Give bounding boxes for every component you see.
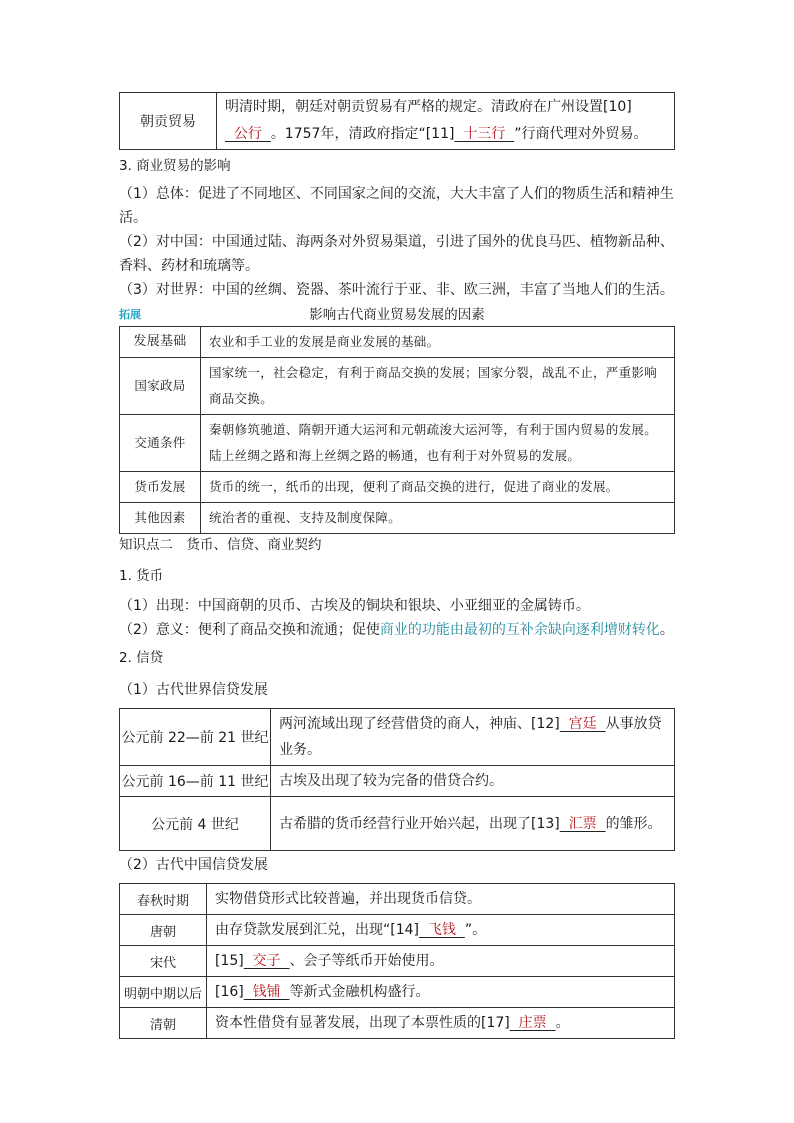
text-segment: 等新式金融机构盛行。	[289, 984, 430, 1000]
answer-blank-12: 宫廷	[559, 716, 606, 732]
factor-text: 国家统一，社会稳定，有利于商品交换的发展；国家分裂，战乱不止，严重影响商品交换。	[201, 358, 675, 415]
text-segment: 资本性借贷有显著发展，出现了本票性质的[17]	[215, 1015, 510, 1031]
text-segment: 、会子等纸币开始使用。	[289, 953, 444, 969]
section-heading: 3. 商业贸易的影响	[119, 158, 231, 174]
table-row	[120, 327, 675, 358]
money-heading: 1. 货币	[119, 568, 164, 584]
text-segment: 两河流域出现了经营借贷的商人，神庙、[12]	[279, 716, 560, 732]
credit-text	[271, 709, 675, 766]
answer-blank-14: 飞钱	[419, 922, 465, 938]
document-page	[119, 92, 675, 1039]
answer-blank-15: 交子	[243, 953, 290, 969]
tribute-trade-label: 朝贡贸易	[120, 93, 217, 150]
period-cell: 清朝	[120, 1008, 207, 1039]
table-row	[120, 946, 675, 977]
answer-blank-13: 汇票	[559, 815, 606, 832]
answer-blank-10: 公行	[225, 126, 271, 142]
answer-blank-17: 庄票	[509, 1015, 556, 1031]
knowledge-point-two	[119, 534, 675, 702]
table-row	[120, 797, 675, 851]
text-segment: [16]	[215, 984, 244, 1000]
paragraph-china: （2）对中国：中国通过陆、海两条对外贸易渠道，引进了国外的优良马匹、植物新品种、	[119, 234, 674, 250]
paragraph-overall-cont: 活。	[119, 210, 147, 226]
credit-heading: 2. 信贷	[119, 650, 164, 666]
text-segment: 的雏形。	[605, 815, 662, 832]
factors-table	[119, 326, 675, 534]
text-segment: 由存贷款发展到汇兑，出现“[14]	[215, 922, 419, 938]
factor-text: 秦朝修筑驰道、隋朝开通大运河和元朝疏浚大运河等，有利于国内贸易的发展。陆上丝绸之路和海上丝绸之路的畅通，也有利于对外贸易的发展。	[201, 415, 675, 472]
table-row	[120, 472, 675, 503]
factor-label: 交通条件	[120, 415, 201, 472]
world-credit-heading: （1）古代世界信贷发展	[119, 682, 268, 698]
table-row	[120, 884, 675, 915]
text-segment: [15]	[215, 953, 244, 969]
text-segment: （2）意义：便利了商品交换和流通；促使	[119, 622, 380, 638]
text-segment: 从事放贷业务。	[279, 716, 662, 758]
table-row	[120, 503, 675, 534]
table-row	[120, 1008, 675, 1039]
text-segment: 。	[659, 622, 674, 638]
credit-text	[207, 1008, 675, 1039]
table-row	[120, 358, 675, 415]
text-segment: 古希腊的货币经营行业开始兴起，出现了[13]	[279, 815, 560, 832]
text-segment: 。	[555, 1015, 570, 1031]
factor-label: 国家政局	[120, 358, 201, 415]
answer-blank-11: 十三行	[454, 126, 515, 142]
text-segment: 。1757年，清政府指定“[11]	[270, 126, 455, 142]
section-trade-impact	[119, 154, 675, 302]
credit-text: 古埃及出现了较为完备的借贷合约。	[271, 766, 675, 797]
period-cell: 公元前 16—前 11 世纪	[120, 766, 271, 797]
paragraph-overall: （1）总体：促进了不同地区、不同国家之间的交流，大大丰富了人们的物质生活和精神生	[119, 186, 674, 202]
text-segment: ”行商代理对外贸易。	[514, 126, 648, 142]
credit-text	[207, 977, 675, 1008]
credit-text	[207, 946, 675, 977]
factor-label: 其他因素	[120, 503, 201, 534]
paragraph-china-cont: 香料、药材和琉璃等。	[119, 258, 259, 274]
knowledge-point-heading: 知识点二 货币、信贷、商业契约	[119, 537, 322, 553]
table-row	[120, 977, 675, 1008]
answer-blank-16: 钱铺	[243, 984, 290, 1000]
table-row	[120, 709, 675, 766]
factor-text: 农业和手工业的发展是商业发展的基础。	[201, 327, 675, 358]
paragraph-world: （3）对世界：中国的丝绸、瓷器、茶叶流行于亚、非、欧三洲，丰富了当地人们的生活。	[119, 282, 674, 298]
factor-label: 货币发展	[120, 472, 201, 503]
money-origin: （1）出现：中国商朝的贝币、古埃及的铜块和银块、小亚细亚的金属铸币。	[119, 598, 590, 614]
credit-text: 实物借贷形式比较普遍，并出现货币信贷。	[207, 884, 675, 915]
china-credit-heading: （2）古代中国信贷发展	[119, 857, 268, 873]
tribute-trade-table	[119, 92, 675, 150]
period-cell: 公元前 4 世纪	[120, 797, 271, 851]
table-row	[120, 766, 675, 797]
china-credit-table	[119, 883, 675, 1039]
table-row	[120, 415, 675, 472]
text-segment: 明清时期，朝廷对朝贡贸易有严格的规定。清政府在广州设置[10]	[225, 99, 632, 115]
text-segment: ”。	[464, 922, 487, 938]
factor-text: 统治者的重视、支持及制度保障。	[201, 503, 675, 534]
money-significance	[119, 618, 675, 642]
tribute-trade-text	[217, 93, 675, 150]
credit-text	[207, 915, 675, 946]
world-credit-table	[119, 708, 675, 851]
period-cell: 明朝中期以后	[120, 977, 207, 1008]
expand-header	[119, 304, 675, 326]
factor-label: 发展基础	[120, 327, 201, 358]
period-cell: 唐朝	[120, 915, 207, 946]
period-cell: 公元前 22—前 21 世纪	[120, 709, 271, 766]
expand-tag: 拓展	[119, 308, 141, 321]
period-cell: 春秋时期	[120, 884, 207, 915]
expand-title: 影响古代商业贸易发展的因素	[309, 307, 485, 323]
table-row	[120, 915, 675, 946]
credit-text	[271, 797, 675, 851]
highlighted-text: 商业的功能由最初的互补余缺向逐利增财转化	[379, 622, 660, 638]
period-cell: 宋代	[120, 946, 207, 977]
factor-text: 货币的统一，纸币的出现，便利了商品交换的进行，促进了商业的发展。	[201, 472, 675, 503]
